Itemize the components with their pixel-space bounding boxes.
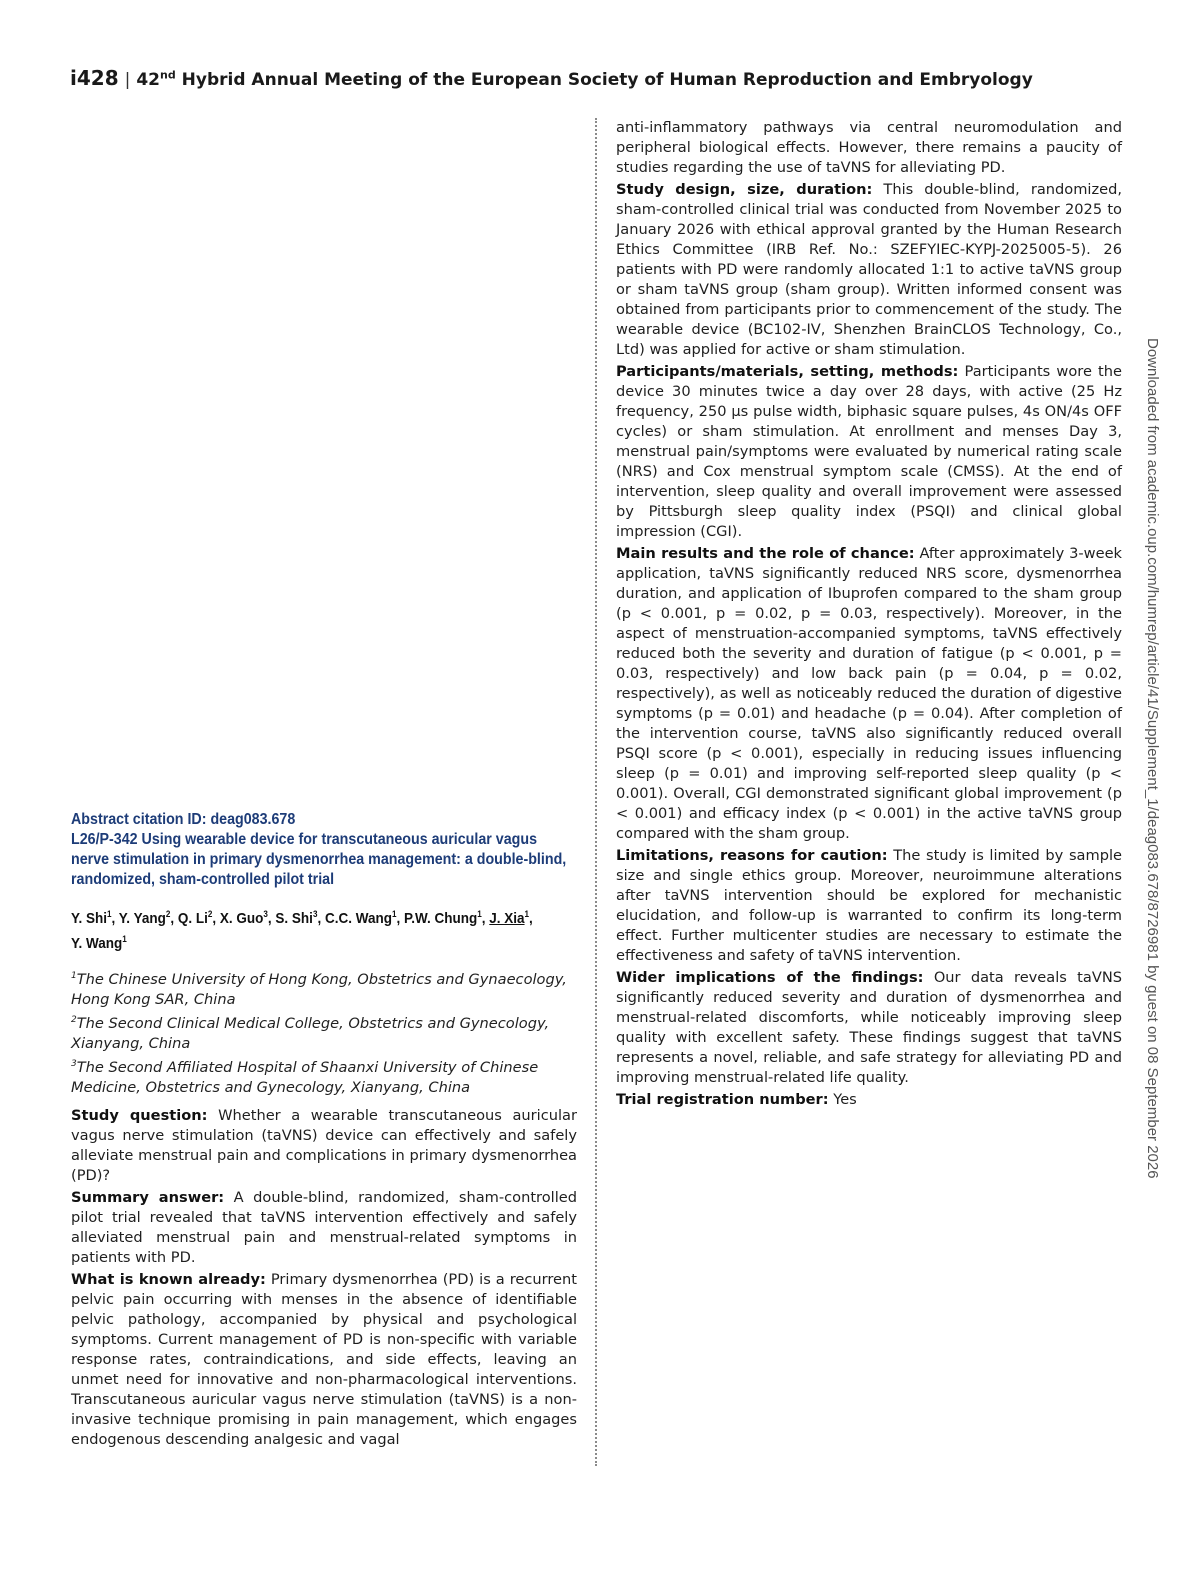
left-column-body xyxy=(71,1106,577,1452)
meeting-ordinal-suffix: nd xyxy=(160,68,176,82)
section-label: Study design, size, duration: xyxy=(616,181,873,198)
running-header xyxy=(70,66,1070,90)
section-label: Summary answer: xyxy=(71,1189,225,1206)
affiliation-list xyxy=(71,966,576,1098)
header-separator: | xyxy=(124,70,131,90)
author-name: P.W. Chung xyxy=(403,910,478,927)
author-affiliation-ref: 1 xyxy=(477,909,482,919)
section-study-design xyxy=(616,180,1122,360)
section-text: A double-blind, randomized, sham-controlled pilot trial revealed that taVNS intervention effectively and safely alleviated menstrual pain and menstrual-related symptoms in patients with PD. xyxy=(71,1189,578,1266)
section-label: What is known already: xyxy=(71,1271,266,1288)
page-number: i428 xyxy=(70,66,119,90)
section-study-question xyxy=(71,1106,577,1186)
section-summary-answer xyxy=(71,1188,577,1268)
section-text: Primary dysmenorrhea (PD) is a recurrent pelvic pain occurring with menses in the absence of identifiable pelvic pathology, accompanied by physical and psychological symptoms. Current management of PD is non-specific with variable response rates, contraindications, and side effects, leaving an unmet need for innovative and non-pharmacological interventions. Transcutaneous auricular vagus nerve stimulation (taVNS) is a non-invasive technique promising in pain management, which engages endogenous descending analgesic and vagal xyxy=(71,1271,578,1448)
author-name: S. Shi xyxy=(275,910,313,927)
affiliation-text: The Second Clinical Medical College, Obstetrics and Gynecology, Xianyang, China xyxy=(71,1014,550,1052)
section-text: After approximately 3-week application, taVNS significantly reduced NRS score, dysmenorrhea duration, and application of Ibuprofen compared to the sham group (p < 0.001, p = 0.02, p = 0.03, respectively). Moreover, in the aspect of menstruation-accompanied symptoms, taVNS effectively reduced both the severity and duration of fatigue (p < 0.001, p = 0.03, respectively) and low back pain (p = 0.04, p = 0.02, respectively), as well as noticeably reduced the duration of digestive symptoms (p = 0.01) and headache (p = 0.04). After completion of the intervention course, taVNS also significantly reduced overall PSQI score (p < 0.001), especially in reducing issues influencing sleep (p = 0.01) and improving self-reported sleep quality (p < 0.001). Overall, CGI demonstrated significant global improvement (p < 0.001) and efficacy index (p < 0.001) in the active taVNS group compared with the sham group. xyxy=(616,545,1123,842)
author-name: Y. Shi xyxy=(71,910,108,927)
author-affiliation-ref: 1 xyxy=(107,909,112,919)
author-separator: , xyxy=(267,910,276,927)
author-separator: , xyxy=(170,910,178,927)
affiliation xyxy=(71,1010,576,1054)
abstract-title: L26/P-342 Using wearable device for transcutaneous auricular vagus nerve stimulation in primary dysmenorrhea management: a double-blind, randomized, sham-controlled pilot trial xyxy=(71,831,567,888)
affiliation-text: The Second Affiliated Hospital of Shaanxi University of Chinese Medicine, Obstetrics and Gynecology, Xianyang, China xyxy=(71,1058,539,1096)
download-watermark: Downloaded from academic.oup.com/humrep/article/41/Supplement_1/deag083.678/8726981 by guest on 08 September 2026 xyxy=(1144,338,1161,1179)
column-divider xyxy=(595,118,597,1466)
affiliation-number: 2 xyxy=(71,1014,77,1025)
section-main-results xyxy=(616,544,1122,844)
section-label: Main results and the role of chance: xyxy=(616,545,915,562)
affiliation xyxy=(71,1054,576,1098)
author-name: Y. Wang xyxy=(71,935,123,952)
section-label: Participants/materials, setting, methods: xyxy=(616,363,959,380)
right-column-body xyxy=(616,118,1122,1112)
author-list xyxy=(71,904,575,954)
section-trial-registration xyxy=(616,1090,1122,1110)
abstract-heading-block xyxy=(71,810,576,1098)
section-text: Participants wore the device 30 minutes twice a day over 28 days, with active (25 Hz frequency, 250 μs pulse width, biphasic square pulses, 4s ON/4s OFF cycles) or sham stimulation. At enrollment and menses Day 3, menstrual pain/symptoms were evaluated by numerical rating scale (NRS) and Cox menstrual symptom scale (CMSS). At the end of intervention, sleep quality and overall improvement were assessed by Pittsburgh sleep quality index (PSQI) and clinical global impression (CGI). xyxy=(616,363,1123,540)
author-name: X. Guo xyxy=(219,910,264,927)
section-known-already xyxy=(71,1270,577,1450)
author-separator: , xyxy=(317,910,325,927)
author-affiliation-ref: 1 xyxy=(391,909,397,919)
author-separator: , xyxy=(396,910,404,927)
author-name: Q. Li xyxy=(177,910,208,927)
section-label: Wider implications of the findings: xyxy=(616,969,924,986)
author-separator: , xyxy=(212,910,220,927)
author-affiliation-ref: 2 xyxy=(207,909,213,919)
affiliation-text: The Chinese University of Hong Kong, Obstetrics and Gynaecology, Hong Kong SAR, China xyxy=(71,970,567,1008)
section-text: Our data reveals taVNS significantly reduced severity and duration of dysmenorrhea and menstrual-related discomforts, while noticeably improving sleep quality with excellent safety. These findings suggest that taVNS represents a novel, reliable, and safe strategy for alleviating PD and improving menstrual-related life quality. xyxy=(616,969,1123,1086)
meeting-title: Hybrid Annual Meeting of the European Society of Human Reproduction and Embryology xyxy=(181,70,1033,90)
author-affiliation-ref: 3 xyxy=(263,909,268,919)
meeting-ordinal: 42 xyxy=(136,70,161,90)
author-name: Y. Yang xyxy=(118,910,166,927)
presenting-author-name: J. Xia xyxy=(489,910,525,927)
section-label: Study question: xyxy=(71,1107,208,1124)
section-text: Yes xyxy=(833,1091,857,1108)
author-affiliation-ref: 1 xyxy=(122,934,127,944)
author-separator: , xyxy=(481,910,490,927)
author-affiliation-ref: 1 xyxy=(524,909,530,919)
section-label: Limitations, reasons for caution: xyxy=(616,847,888,864)
section-text: This double-blind, randomized, sham-controlled clinical trial was conducted from November 2025 to January 2026 with ethical approval granted by the Human Research Ethics Committee (IRB Ref. No.: SZEFYIEC-KYPJ-2025005-5). 26 patients with PD were randomly allocated 1:1 to active taVNS group or sham taVNS group (sham group). Written informed consent was obtained from participants prior to commencement of the study. The wearable device (BC102-IV, Shenzhen BrainCLOS Technology, Co., Ltd) was applied for active or sham stimulation. xyxy=(616,181,1123,358)
author-name: C.C. Wang xyxy=(324,910,392,927)
author-affiliation-ref: 2 xyxy=(165,909,171,919)
author-separator: , xyxy=(529,910,533,927)
affiliation-number: 1 xyxy=(71,971,77,981)
section-text: Whether a wearable transcutaneous auricular vagus nerve stimulation (taVNS) device can effectively and safely alleviate menstrual pain and complications in primary dysmenorrhea (PD)? xyxy=(71,1107,577,1184)
section-text: anti-inflammatory pathways via central neuromodulation and peripheral biological effects. However, there remains a paucity of studies regarding the use of taVNS for alleviating PD. xyxy=(616,119,1122,176)
affiliation-number: 3 xyxy=(71,1058,77,1069)
section-limitations xyxy=(616,846,1122,966)
affiliation xyxy=(71,966,576,1010)
section-known-already-continued xyxy=(616,118,1122,178)
abstract-citation-id: Abstract citation ID: deag083.678 xyxy=(71,811,296,828)
author-separator: , xyxy=(111,910,119,927)
section-text: The study is limited by sample size and single ethics group. Moreover, neuroimmune alterations after taVNS intervention should be explored for mechanistic elucidation, and follow-up is warranted to confirm its long-term effect. Further multicenter studies are necessary to estimate the effectiveness and safety of taVNS intervention. xyxy=(616,847,1122,964)
author-affiliation-ref: 3 xyxy=(312,909,318,919)
section-participants xyxy=(616,362,1122,542)
section-wider-implications xyxy=(616,968,1122,1088)
section-label: Trial registration number: xyxy=(616,1091,829,1108)
